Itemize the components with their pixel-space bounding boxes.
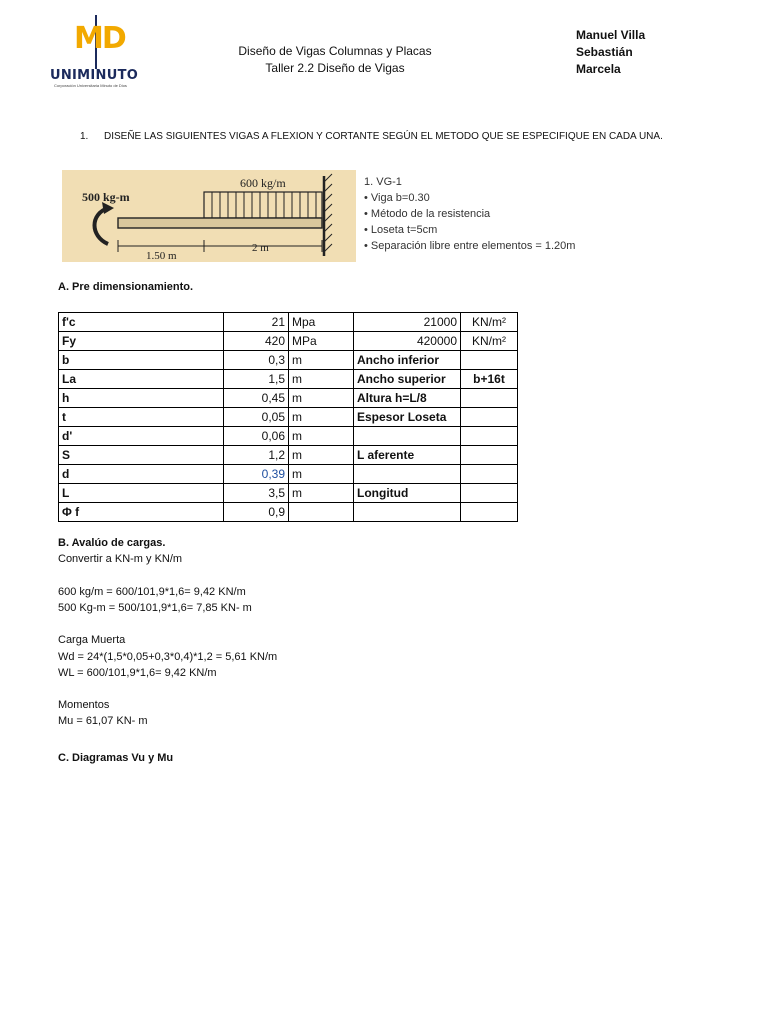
author-2: Sebastián [576,45,633,59]
table-cell [354,503,461,522]
table-cell: m [289,389,354,408]
table-cell [289,503,354,522]
table-cell: Ancho inferior [354,351,461,370]
table-row [59,332,518,351]
table-cell: MPa [289,332,354,351]
spec-item: • Separación libre entre elementos = 1.20m [364,240,576,252]
table-cell: Espesor Loseta [354,408,461,427]
table-cell: 0,9 [224,503,289,522]
table-cell: 420 [224,332,289,351]
table-cell [461,503,518,522]
table-cell: d' [59,427,224,446]
table-cell: Altura h=L/8 [354,389,461,408]
table-cell: L [59,484,224,503]
ultimate-moment: Mu = 61,07 KN- m [58,715,148,727]
table-cell [461,465,518,484]
document-title: Diseño de Vigas Columnas y Placas [238,44,432,58]
table-cell: d [59,465,224,484]
author-3: Marcela [576,62,621,76]
table-row [59,465,518,484]
table-row [59,351,518,370]
table-cell: m [289,465,354,484]
load-hatching [212,192,316,218]
table-cell: 0,45 [224,389,289,408]
logo-monogram: MD [74,21,125,56]
author-1: Manuel Villa [576,28,646,42]
load-conversion-1: 600 kg/m = 600/101,9*1,6= 9,42 KN/m [58,586,246,598]
live-load-formula: WL = 600/101,9*1,6= 9,42 KN/m [58,667,217,679]
table-cell: m [289,427,354,446]
logo-name: UNIMINUTO [50,68,139,83]
load-label: 600 kg/m [240,176,286,190]
dimension-2-label: 2 m [252,242,269,254]
convert-note: Convertir a KN-m y KN/m [58,553,183,565]
table-cell: m [289,484,354,503]
table-cell: S [59,446,224,465]
section-a-heading: A. Pre dimensionamiento. [58,281,194,293]
table-cell [461,351,518,370]
table-row [59,313,518,332]
table-row [59,503,518,522]
table-cell: m [289,446,354,465]
table-cell: KN/m² [461,332,518,351]
distributed-load-block [204,192,322,218]
table-cell: KN/m² [461,313,518,332]
document-subtitle: Taller 2.2 Diseño de Vigas [265,61,405,75]
university-logo [48,12,146,90]
section-b-heading: B. Avalúo de cargas. [58,537,166,549]
beam [118,218,322,228]
table-row [59,408,518,427]
table-cell: Longitud [354,484,461,503]
table-cell: 420000 [354,332,461,351]
table-cell: b+16t [461,370,518,389]
table-row [59,446,518,465]
question-1 [80,131,663,142]
beam-spec-list [364,174,575,254]
table-cell: m [289,408,354,427]
moment-label: 500 kg-m [82,190,130,204]
table-cell: 0,06 [224,427,289,446]
table-cell: t [59,408,224,427]
table-cell: L aferente [354,446,461,465]
table-cell: 1,5 [224,370,289,389]
table-cell [461,484,518,503]
table-cell [461,446,518,465]
beam-figure [62,170,356,262]
table-cell [354,465,461,484]
table-row [59,389,518,408]
beam-diagram [62,170,356,262]
table-cell: Ancho superior [354,370,461,389]
table-cell: 0,05 [224,408,289,427]
table-cell: Fy [59,332,224,351]
spec-item: • Método de la resistencia [364,208,491,220]
section-c-heading: C. Diagramas Vu y Mu [58,752,174,764]
table-cell: Mpa [289,313,354,332]
dead-load-formula: Wd = 24*(1,5*0,05+0,3*0,4)*1,2 = 5,61 KN/m [58,651,278,663]
table-cell: m [289,370,354,389]
table-row [59,370,518,389]
table-cell: 21 [224,313,289,332]
table-cell: h [59,389,224,408]
dimension-1-label: 1.50 m [146,250,177,262]
table-cell: 3,5 [224,484,289,503]
question-number: 1. [80,131,89,142]
predimension-table [58,312,518,522]
table-cell [461,389,518,408]
table-cell: 21000 [354,313,461,332]
logo-subtitle: Corporación Universitaria Minuto de Dios [54,83,127,88]
load-conversion-2: 500 Kg-m = 500/101,9*1,6= 7,85 KN- m [58,602,252,614]
table-cell: b [59,351,224,370]
spec-item: 1. VG-1 [364,176,402,188]
moments-heading: Momentos [58,699,110,711]
table-cell: La [59,370,224,389]
table-cell: 0,39 [224,465,289,484]
table-cell [354,427,461,446]
table-cell [461,408,518,427]
table-row [59,484,518,503]
table-row [59,427,518,446]
table-cell: 1,2 [224,446,289,465]
question-text: DISEÑE LAS SIGUIENTES VIGAS A FLEXION Y CORTANTE SEGÚN EL METODO QUE SE ESPECIFIQUE EN CADA UNA. [104,131,663,142]
table-cell: Φ f [59,503,224,522]
moment-arrow [95,208,109,244]
spec-item: • Viga b=0.30 [364,192,430,204]
table-cell [461,427,518,446]
spec-item: • Loseta t=5cm [364,224,438,236]
table-cell: f'c [59,313,224,332]
table-cell: 0,3 [224,351,289,370]
dead-load-heading: Carga Muerta [58,634,126,646]
table-cell: m [289,351,354,370]
